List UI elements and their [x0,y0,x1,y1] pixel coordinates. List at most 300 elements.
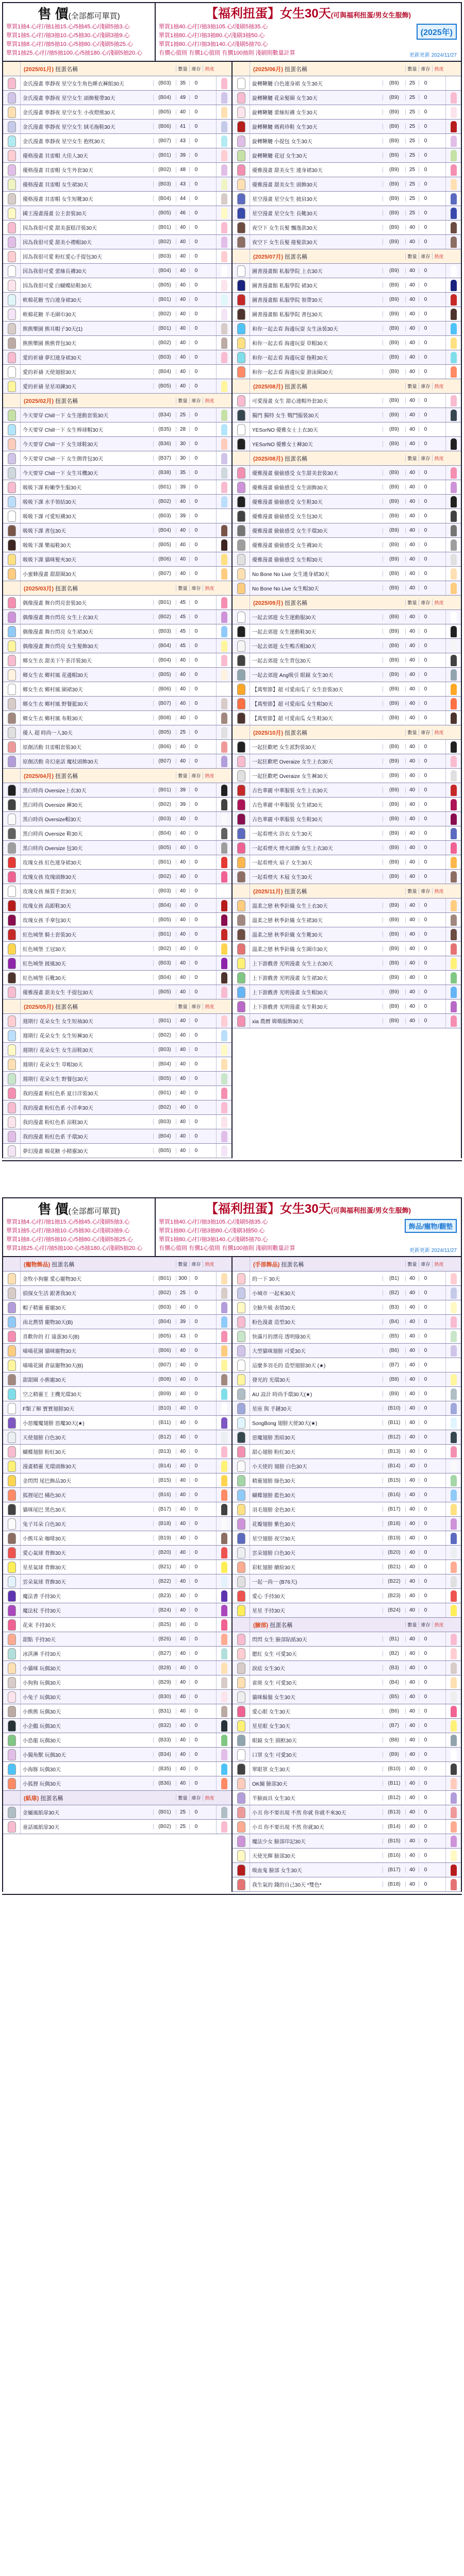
item-row[interactable] [3,682,231,697]
item-row[interactable] [3,192,231,206]
item-row[interactable] [233,971,461,985]
item-row[interactable] [233,769,461,783]
item-row[interactable] [3,884,231,899]
item-row[interactable] [233,711,461,725]
item-row[interactable] [233,1300,461,1315]
item-thumbnail [233,1632,250,1646]
item-name: 優人 超 時尚一人30天 [23,731,73,736]
item-row[interactable] [233,321,461,336]
item-row[interactable] [3,1086,231,1100]
item-row[interactable] [233,1416,461,1430]
item-qty: 40 [405,1766,419,1772]
item-row[interactable] [233,999,461,1014]
item-row[interactable] [233,1791,461,1805]
item-row[interactable] [3,1358,231,1372]
item-row[interactable] [3,725,231,740]
item-row[interactable] [233,1589,461,1603]
item-row[interactable] [233,264,461,278]
item-code: (B04) [153,528,176,533]
item-thumbnail [233,1473,250,1487]
item-row[interactable] [233,1473,461,1488]
item-row[interactable] [3,1776,231,1791]
item-row[interactable] [233,697,461,711]
item-row[interactable] [3,523,231,538]
item-icon [8,727,16,738]
item-row[interactable] [233,538,461,552]
item-row[interactable] [233,639,461,653]
item-icon [237,78,245,89]
item-thumbnail [233,1863,250,1877]
item-row[interactable] [3,1719,231,1733]
item-row[interactable] [233,956,461,971]
item-row[interactable] [233,163,461,177]
item-row[interactable] [233,206,461,221]
qty-header: 數量 [176,1794,189,1801]
item-row[interactable] [233,221,461,235]
item-qty: 40 [176,1622,189,1628]
item-row[interactable] [3,1574,231,1589]
item-row[interactable] [233,1445,461,1459]
item-row[interactable] [3,293,231,307]
item-row[interactable] [3,1372,231,1387]
item-row[interactable] [233,1719,461,1733]
item-code: (B06) [153,1348,176,1353]
item-row[interactable] [3,163,231,177]
item-row[interactable] [3,91,231,105]
item-row[interactable] [3,1416,231,1430]
item-row[interactable] [3,1115,231,1129]
item-row[interactable] [3,495,231,509]
item-icon [237,1273,245,1284]
item-name: 因為我很可愛 甜美蛋糕洋裝30天 [23,226,97,231]
item-thumbnail [233,1300,250,1314]
item-row[interactable] [3,1603,231,1618]
price-title: 售 價(全部都可單買) [38,6,120,22]
item-row[interactable] [3,1502,231,1517]
item-row[interactable] [3,1129,231,1144]
item-row[interactable] [233,1863,461,1877]
item-row[interactable] [3,1647,231,1661]
item-row[interactable] [233,1820,461,1834]
item-row[interactable] [3,754,231,769]
item-row[interactable] [233,437,461,451]
item-name: 圖書漫畫館 私服學院 書包30天 [252,312,323,318]
item-row[interactable] [233,870,461,884]
item-row[interactable] [3,610,231,624]
item-thumbnail [233,76,250,90]
item-row[interactable] [3,120,231,134]
item-row[interactable] [3,336,231,350]
item-row[interactable] [3,1445,231,1459]
item-row[interactable] [233,1387,461,1401]
item-qty: 40 [405,1304,419,1310]
item-name: 和你一起去看 海邊玩耍 拖鞋30天 [252,355,328,361]
item-row[interactable] [233,899,461,913]
item-thumbnail [233,740,250,754]
item-row[interactable] [233,1675,461,1690]
item-row[interactable] [233,668,461,682]
item-row[interactable] [3,812,231,826]
item-row[interactable] [3,221,231,235]
item-name: 金氏漫畫 寧靜夜 星空女生 頭飾髮帶30天 [23,96,115,101]
item-row[interactable] [233,76,461,91]
item-name: 因為我很可愛 白蝴蝶結鞋30天 [23,283,92,289]
item-row[interactable] [233,1517,461,1531]
item-row[interactable] [3,509,231,523]
item-row[interactable] [3,913,231,927]
item-row[interactable] [233,466,461,480]
item-sold: 0 [189,730,203,735]
item-thumbnail [233,1014,250,1028]
item-row[interactable] [233,1502,461,1517]
item-row[interactable] [3,1762,231,1776]
item-row[interactable] [3,1704,231,1719]
item-row[interactable] [233,1546,461,1560]
item-row[interactable] [3,624,231,639]
item-row[interactable] [233,1603,461,1618]
item-row[interactable] [233,798,461,812]
item-sold: 0 [419,989,432,995]
item-row[interactable] [233,985,461,999]
item-row[interactable] [233,624,461,639]
item-row[interactable] [3,1144,231,1158]
item-row[interactable] [3,105,231,120]
item-row[interactable] [233,1430,461,1445]
item-row[interactable] [233,740,461,754]
item-row[interactable] [3,1344,231,1358]
item-row[interactable] [3,596,231,610]
item-preview [216,293,231,307]
item-qty: 40 [176,1449,189,1454]
item-row[interactable] [233,1488,461,1502]
item-row[interactable] [3,855,231,870]
item-thumbnail [3,1704,21,1718]
item-row[interactable] [233,855,461,870]
item-row[interactable] [233,134,461,148]
page-title: 【福利扭蛋】女生30天(可與福利扭蛋/男女生服飾) [206,7,411,21]
item-row[interactable] [3,1459,231,1473]
item-icon [237,150,245,161]
item-row[interactable] [3,379,231,394]
item-row[interactable] [3,841,231,855]
item-row[interactable] [233,105,461,120]
item-row[interactable] [233,1704,461,1719]
item-row[interactable] [233,1748,461,1762]
item-row[interactable] [3,1028,231,1043]
item-row[interactable] [3,668,231,682]
item-row[interactable] [233,610,461,624]
item-row[interactable] [3,350,231,365]
item-row[interactable] [233,1372,461,1387]
item-row[interactable] [233,1014,461,1028]
item-code: (B16) [153,1492,176,1498]
item-thumbnail [233,1748,250,1761]
item-qty: 40 [176,1061,189,1067]
item-row[interactable] [233,1776,461,1791]
item-row[interactable] [233,408,461,422]
item-thumbnail [3,365,21,379]
item-row[interactable] [233,841,461,855]
item-row[interactable] [3,552,231,567]
item-row[interactable] [3,365,231,379]
item-sold: 0 [419,1593,432,1599]
item-row[interactable] [233,682,461,697]
item-code: (B01) [153,225,176,230]
item-row[interactable] [233,1459,461,1473]
item-row[interactable] [3,1329,231,1344]
item-row[interactable] [233,1690,461,1704]
item-preview [216,1531,231,1545]
item-row[interactable] [233,1560,461,1574]
item-name: 黑白時尚 Oversize 褲30天 [23,803,83,808]
item-row[interactable] [233,1574,461,1589]
item-icon [8,496,16,507]
item-qty: 40 [176,282,189,288]
item-row[interactable] [3,639,231,653]
item-code: (B03) [153,888,176,894]
item-row[interactable] [3,264,231,278]
item-qty: 40 [405,268,419,274]
item-row[interactable] [233,1272,461,1286]
item-row[interactable] [3,567,231,581]
rule-line: 有價心值則 有價1心值則 有價100抽則 淺刷則數量計算 [159,50,295,56]
item-preview [216,451,231,465]
item-icon [237,1691,245,1703]
item-row[interactable] [233,1762,461,1776]
item-row[interactable] [3,653,231,668]
item-row[interactable] [3,783,231,798]
item-row[interactable] [3,307,231,321]
item-row[interactable] [3,956,231,971]
item-row[interactable] [3,466,231,480]
item-row[interactable] [3,76,231,91]
avatar-icon [451,857,457,868]
item-qty: 40 [176,1665,189,1671]
item-row[interactable] [3,422,231,437]
item-name: 週期行 花朵女生 女生短褲30天 [23,1033,93,1039]
item-row[interactable] [3,1430,231,1445]
item-row[interactable] [3,899,231,913]
item-row[interactable] [3,1589,231,1603]
item-row[interactable] [233,783,461,798]
item-sold: 0 [189,657,203,663]
item-row[interactable] [3,1661,231,1675]
item-name: 星星眼 女生30天 [252,1724,290,1730]
item-row[interactable] [3,1315,231,1329]
item-row[interactable] [3,798,231,812]
item-row[interactable] [233,509,461,523]
item-row[interactable] [3,711,231,725]
item-row[interactable] [3,177,231,192]
item-row[interactable] [233,1401,461,1416]
item-row[interactable] [233,350,461,365]
avatar-icon [221,366,227,378]
item-icon [237,92,245,104]
item-row[interactable] [3,1300,231,1315]
item-row[interactable] [3,134,231,148]
item-qty: 40 [405,1521,419,1527]
item-row[interactable] [233,1344,461,1358]
item-row[interactable] [233,1315,461,1329]
item-row[interactable] [233,653,461,668]
item-row[interactable] [233,1661,461,1675]
item-row[interactable] [233,523,461,538]
item-row[interactable] [3,148,231,163]
item-row[interactable] [233,235,461,249]
item-row[interactable] [3,1387,231,1401]
item-row[interactable] [3,1820,231,1834]
item-row[interactable] [3,1733,231,1748]
item-row[interactable] [3,826,231,841]
item-row[interactable] [233,1531,461,1546]
item-row[interactable] [233,1877,461,1892]
item-sold: 0 [419,1521,432,1527]
item-name: 鄉女生衣 鄉村風 布鞋30天 [23,716,83,722]
item-row[interactable] [233,1358,461,1372]
item-row[interactable] [3,985,231,999]
item-row[interactable] [3,1043,231,1057]
item-thumbnail [233,264,250,278]
avatar-icon [221,1749,227,1760]
item-row[interactable] [233,754,461,769]
item-sold: 0 [189,253,203,259]
item-row[interactable] [233,942,461,956]
item-row[interactable] [3,1286,231,1300]
item-row[interactable] [233,293,461,307]
item-row[interactable] [3,1675,231,1690]
item-row[interactable] [3,451,231,466]
item-icon [237,496,245,507]
item-row[interactable] [233,567,461,581]
item-name: 金牧小狗寵 愛心寵物30天 [23,1277,81,1282]
item-row[interactable] [3,1618,231,1632]
item-row[interactable] [3,1401,231,1416]
item-row[interactable] [233,812,461,826]
item-name: 魔法少女 臉部印記30天 [252,1839,306,1845]
item-name: 天使翅膀 白色30天 [23,1435,66,1441]
item-row[interactable] [3,870,231,884]
item-row[interactable] [233,278,461,293]
item-row[interactable] [3,235,231,249]
item-code: (B04) [153,643,176,649]
item-qty: 40 [405,1377,419,1382]
item-row[interactable] [3,1057,231,1072]
hot-header: 熱度 [203,1794,216,1801]
item-row[interactable] [3,740,231,754]
item-row[interactable] [3,942,231,956]
item-qty: 49 [176,95,189,100]
item-row[interactable] [3,1488,231,1502]
item-row[interactable] [3,1748,231,1762]
item-thumbnail [3,177,21,191]
item-row[interactable] [233,336,461,350]
item-row[interactable] [3,1517,231,1531]
avatar-icon [221,438,227,450]
item-sold: 0 [419,340,432,346]
item-qty: 40 [405,816,419,822]
item-row[interactable] [3,971,231,985]
item-row[interactable] [233,581,461,596]
item-name: 和你一起去看 海邊玩耍 草帽30天 [252,341,328,347]
item-thumbnail [3,408,21,422]
item-row[interactable] [233,91,461,105]
item-row[interactable] [233,120,461,134]
item-row[interactable] [233,1286,461,1300]
item-qty: 40 [405,1838,419,1844]
item-row[interactable] [3,321,231,336]
item-preview [216,379,231,393]
item-row[interactable] [3,249,231,264]
item-name: 閃閃 女生 臉部貼紙30天 [252,1637,307,1643]
item-row[interactable] [233,1849,461,1863]
item-row[interactable] [233,422,461,437]
item-row[interactable] [3,1560,231,1574]
item-icon [237,511,245,522]
item-thumbnail [233,1445,250,1459]
item-row[interactable] [233,495,461,509]
item-row[interactable] [3,1014,231,1028]
item-row[interactable] [233,307,461,321]
item-row[interactable] [233,1834,461,1849]
item-row[interactable] [3,1531,231,1546]
item-row[interactable] [233,1647,461,1661]
item-icon [237,164,245,176]
section-text: 扭蛋名稱 [285,600,308,606]
item-row[interactable] [3,1805,231,1820]
item-row[interactable] [233,826,461,841]
item-sold: 0 [189,124,203,129]
item-row[interactable] [3,408,231,422]
item-icon [8,482,16,493]
item-row[interactable] [233,552,461,567]
item-row[interactable] [3,1632,231,1647]
item-row[interactable] [3,1072,231,1086]
item-row[interactable] [3,1690,231,1704]
item-row[interactable] [233,1329,461,1344]
item-row[interactable] [3,697,231,711]
item-preview [216,1315,231,1329]
item-row[interactable] [233,394,461,408]
item-row[interactable] [233,1733,461,1748]
item-row[interactable] [233,1805,461,1820]
item-row[interactable] [3,278,231,293]
item-preview [445,1473,461,1487]
item-name: 黑白時尚 Oversize上衣30天 [23,788,87,794]
item-row[interactable] [3,927,231,942]
avatar-icon [451,814,457,825]
item-row[interactable] [233,480,461,495]
item-code: (B03) [153,253,176,259]
item-row[interactable] [3,1473,231,1488]
item-row[interactable] [233,177,461,192]
item-row[interactable] [233,913,461,927]
item-row[interactable] [3,1100,231,1115]
item-icon [237,929,245,940]
item-row[interactable] [233,365,461,379]
item-row[interactable] [3,1546,231,1560]
item-row[interactable] [233,1632,461,1647]
item-row[interactable] [233,927,461,942]
item-row[interactable] [3,206,231,221]
item-row[interactable] [233,148,461,163]
item-row[interactable] [3,538,231,552]
section-header [233,379,461,394]
item-row[interactable] [3,437,231,451]
item-row[interactable] [3,1272,231,1286]
item-name: 上下游戲書 光明漫畫 女生鞋30天 [252,1005,328,1010]
item-row[interactable] [233,192,461,206]
item-row[interactable] [3,480,231,495]
